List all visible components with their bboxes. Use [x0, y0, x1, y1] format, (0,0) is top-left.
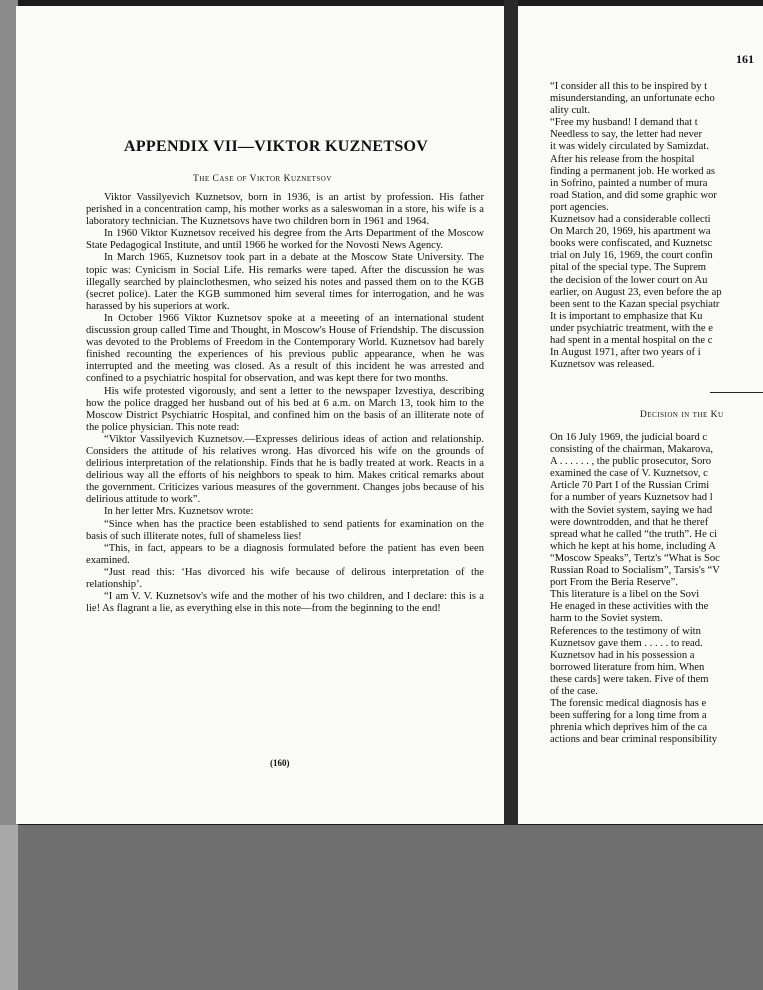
- text-line: of the case.: [550, 685, 598, 697]
- text-line: On March 20, 1969, his apartment wa: [550, 226, 711, 238]
- text-line: It is important to emphasize that Ku: [550, 310, 703, 322]
- text-line: had spent in a mental hospital on the c: [550, 334, 713, 346]
- text-line: A . . . . . . , the public prosecutor, Soro: [550, 456, 712, 468]
- page-gutter: [504, 0, 518, 825]
- text-line: References to the testimony of witn: [550, 625, 701, 637]
- appendix-title: APPENDIX VII—VIKTOR KUZNETSOV: [124, 138, 429, 155]
- paragraph: “Just read this: ‘Has divorced his wife because of delirous interpretation of the relationship’.: [86, 566, 484, 590]
- text-line: He enaged in these activities with the: [550, 601, 709, 613]
- text-line: which he kept at his home, including A: [550, 540, 716, 552]
- text-line: trial on July 16, 1969, the court confin: [550, 250, 713, 262]
- text-line: After his release from the hospital: [550, 153, 695, 165]
- text-line: been sent to the Kazan special psychiatr: [550, 298, 720, 310]
- text-line: “I consider all this to be inspired by t: [550, 81, 708, 92]
- page-number: 161: [736, 52, 754, 66]
- text-line: pital of the special type. The Suprem: [550, 262, 707, 274]
- text-line: in Sofrino, painted a number of mura: [550, 177, 708, 189]
- paragraph: In 1960 Viktor Kuznetsov received his degree from the Arts Department of the Moscow State Pedagogical Institute, and until 1966 he worked for the Novosti News Agency.: [86, 228, 484, 252]
- text-line: these cards] were taken. Five of them: [550, 673, 709, 685]
- paragraph: In her letter Mrs. Kuznetsov wrote:: [104, 506, 254, 518]
- text-line: consisting of the chairman, Makarova,: [550, 444, 713, 456]
- section-subtitle: The Case of Viktor Kuznetsov: [193, 174, 332, 184]
- right-page-bottom-text: [536, 432, 763, 746]
- text-line: port From the Beria Reserve”.: [550, 577, 678, 589]
- text-line: for a number of years Kuznetsov had l: [550, 492, 713, 504]
- paragraph: Viktor Vassilyevich Kuznetsov, born in 1936, is an artist by profession. His father perished in a concentration camp, his mother works as a saleswoman in a store, his wife is a laboratory technician. The Kuznetsovs have two children born in 1961 and 1964.: [86, 192, 484, 228]
- text-line: Article 70 Part I of the Russian Crimi: [550, 480, 710, 492]
- text-line: phrenia which deprives him of the ca: [550, 722, 708, 734]
- text-line: road Station, and did some graphic wor: [550, 189, 717, 201]
- paragraph: “This, in fact, appears to be a diagnosis formulated before the patient has even been examined.: [86, 542, 484, 566]
- text-line: spread what he called “the truth”. He ci: [550, 528, 718, 540]
- section-rule: [710, 392, 763, 393]
- text-line: Kuznetsov had in his possession a: [550, 649, 695, 661]
- text-line: Kuznetsov was released.: [550, 359, 655, 371]
- paragraph: “Since when has the practice been established to send patients for examination on the basis of such illiterate notes, full of shameless lies!: [86, 518, 484, 542]
- text-line: it was widely circulated by Samizdat.: [550, 141, 709, 153]
- paragraph: In March 1965, Kuznetsov took part in a debate at the Moscow State University. The topic was: Cynicism in Social Life. His remarks were taped. After the discussion he was illegally searched by plainclothesmen, who seized his notes and passed them on to the KGB (secret police). Later the KGB summoned him several times for interrogation, and he was harassed by his superiors at work.: [86, 252, 484, 312]
- text-line: the decision of the lower court on Au: [550, 274, 708, 286]
- text-line: “Free my husband! I demand that t: [550, 117, 698, 129]
- right-page-top-text: [536, 81, 763, 371]
- text-line: books were confiscated, and Kuznetsc: [550, 238, 713, 250]
- paragraph: “Viktor Vassilyevich Kuznetsov.—Expresses delirious ideas of action and relationship. Considers the attitude of his relatives wrong. Has divorced his wife on the grounds of delirious interpretation of the relationship. Finds that he is badly treated at work. Reacts in a delirious way all the efforts of his neighbors to speak to him. Makes critical remarks about the government. Criticizes various measures of the government. Changes jobs because of his delirious attitude to work”.: [86, 433, 484, 506]
- paragraph: In October 1966 Viktor Kuznetsov spoke at a meeeting of an international student discussion group called Time and Thought, in Moscow's House of Friendship. The discussion was devoted to the Problems of Freedom in the Contemporary World. Kuznetsov had barely finished recounting the experiences of his previous public appearance, when he was interrupted and the meeting was closed. As a result of this incident he was arrested and confined to a psychiatric hospital for observation, and was kept there for two months.: [86, 312, 484, 385]
- scanner-background: [0, 825, 763, 990]
- right-page: [518, 6, 763, 824]
- text-line: port agencies.: [550, 201, 609, 213]
- text-line: ality cult.: [550, 105, 591, 117]
- text-line: finding a permanent job. He worked as: [550, 165, 716, 177]
- text-line: been suffering for a long time from a: [550, 710, 707, 722]
- page-folio: (160): [270, 758, 290, 768]
- text-line: were downtrodden, and that he theref: [550, 516, 709, 528]
- text-line: Kuznetsov had a considerable collecti: [550, 214, 711, 226]
- text-line: This literature is a libel on the Sovi: [550, 589, 700, 601]
- text-line: In August 1971, after two years of i: [550, 347, 701, 359]
- text-line: Needless to say, the letter had never: [550, 129, 702, 141]
- text-line: The forensic medical diagnosis has e: [550, 698, 707, 710]
- text-line: Russian Road to Socialism”, Tarsis's “V: [550, 565, 720, 577]
- paragraph: His wife protested vigorously, and sent a letter to the newspaper Izvestiya, describing how the police dragged her husband out of his bed at 6 a.m. on March 13, took him to the Moscow District Psychiatric Hospital, and confined him on the basis of an illiterate note of the police physician. This note read:: [86, 385, 484, 433]
- text-line: earlier, on August 23, even before the ap: [550, 286, 722, 298]
- text-line: borrowed literature from him. When: [550, 661, 705, 673]
- text-line: On 16 July 1969, the judicial board c: [550, 432, 708, 443]
- text-line: actions and bear criminal responsibility: [550, 734, 718, 746]
- left-page-body: [86, 192, 484, 615]
- section-heading: Decision in the Ku: [640, 410, 724, 420]
- text-line: Kuznetsov gave them . . . . . to read.: [550, 637, 703, 649]
- text-line: misunderstanding, an unfortunate echo: [550, 93, 715, 105]
- text-line: with the Soviet system, saying we had: [550, 504, 713, 516]
- text-line: examined the case of V. Kuznetsov, c: [550, 468, 708, 480]
- text-line: “Moscow Speaks”, Tertz's “What is Soc: [550, 552, 720, 564]
- paragraph: “I am V. V. Kuznetsov's wife and the mother of his two children, and I declare: this is a lie! As flagrant a lie, as everything else in this note—from the beginning to the end!: [86, 591, 484, 615]
- text-line: harm to the Soviet system.: [550, 613, 663, 625]
- text-line: under psychiatric treatment, with the e: [550, 322, 713, 334]
